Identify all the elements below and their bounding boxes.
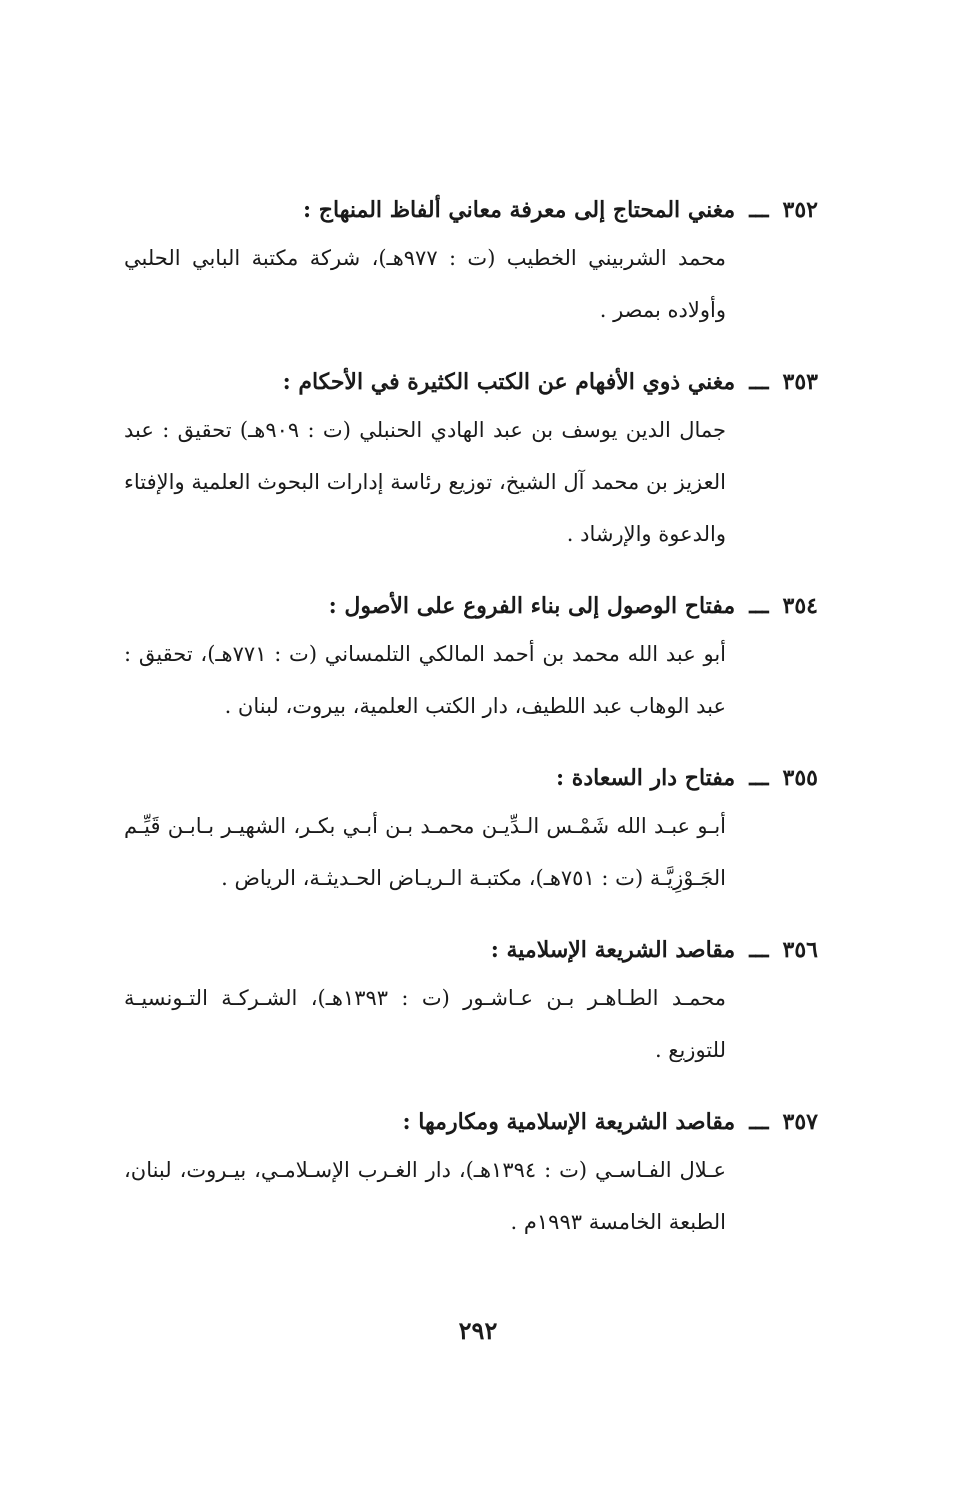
entry-heading [124, 756, 818, 800]
entry-heading [124, 928, 818, 972]
entry-body: أبو عبد الله محمد بن أحمد المالكي التلمساني (ت : ٧٧١هـ)، تحقيق : عبد الوهاب عبد اللطيف، دار الكتب العلمية، بيروت، لبنان . [124, 642, 726, 718]
entry-body: عـلال الفـاسـي (ت : ١٣٩٤هـ)، دار الغـرب الإسـلامـي، بيـروت، لبنان، الطبعة الخامسة ١٩٩٣م . [124, 1158, 727, 1234]
entry-dash: ـــ [749, 937, 769, 963]
bibliography-page [124, 188, 818, 1272]
entry-number: ٣٥٣ [782, 369, 818, 395]
bibliography-entry [124, 584, 818, 732]
entry-number: ٣٥٢ [782, 197, 818, 223]
entry-body: أبـو عبـد الله شَمْـس الـدِّيـن محمـد بـن أبـي بكـر، الشهيـر بـابـن قَيِّـم الجَـوْزِيَّـة (ت : ٧٥١هـ)، مكتبـة الـريـاض الحـديثـة، الرياض . [124, 814, 726, 890]
entry-heading [124, 1100, 818, 1144]
bibliography-entry [124, 360, 818, 560]
entry-title: مفتاح دار السعادة : [556, 765, 736, 791]
entry-dash: ـــ [749, 1109, 769, 1135]
entry-body: محمـد الطـاهـر بـن عـاشـور (ت : ١٣٩٣هـ)، الشـركـة التـونسيـة للتوزيع . [124, 986, 726, 1062]
entry-title: مغني المحتاج إلى معرفة معاني ألفاظ المنهاج : [303, 197, 736, 223]
entry-heading [124, 584, 818, 628]
entry-number: ٣٥٤ [782, 593, 818, 619]
entry-number: ٣٥٧ [782, 1109, 818, 1135]
entry-dash: ـــ [749, 197, 769, 223]
entry-title: مفتاح الوصول إلى بناء الفروع على الأصول : [328, 593, 736, 619]
entry-body: محمد الشربيني الخطيب (ت : ٩٧٧هـ)، شركة مكتبة البابي الحلبي وأولاده بمصر . [124, 246, 727, 322]
entry-title: مقاصد الشريعة الإسلامية ومكارمها : [402, 1109, 736, 1135]
entry-number: ٣٥٦ [782, 937, 818, 963]
bibliography-entry [124, 1100, 818, 1248]
bibliography-entry [124, 188, 818, 336]
entry-title: مغني ذوي الأفهام عن الكتب الكثيرة في الأحكام : [282, 369, 736, 395]
entry-heading [124, 360, 818, 404]
entry-dash: ـــ [749, 369, 769, 395]
bibliography-entry [124, 756, 818, 904]
entry-title: مقاصد الشريعة الإسلامية : [490, 937, 736, 963]
page-number: ٢٩٢ [458, 1316, 498, 1345]
entry-dash: ـــ [749, 593, 769, 619]
entry-dash: ـــ [749, 765, 769, 791]
entry-heading [124, 188, 818, 232]
bibliography-entry [124, 928, 818, 1076]
entry-body: جمال الدين يوسف بن عبد الهادي الحنبلي (ت : ٩٠٩هـ) تحقيق : عبد العزيز بن محمد آل الشيخ، توزيع رئاسة إدارات البحوث العلمية والإفتاء والدعوة والإرشاد . [124, 418, 726, 546]
entry-number: ٣٥٥ [782, 765, 818, 791]
